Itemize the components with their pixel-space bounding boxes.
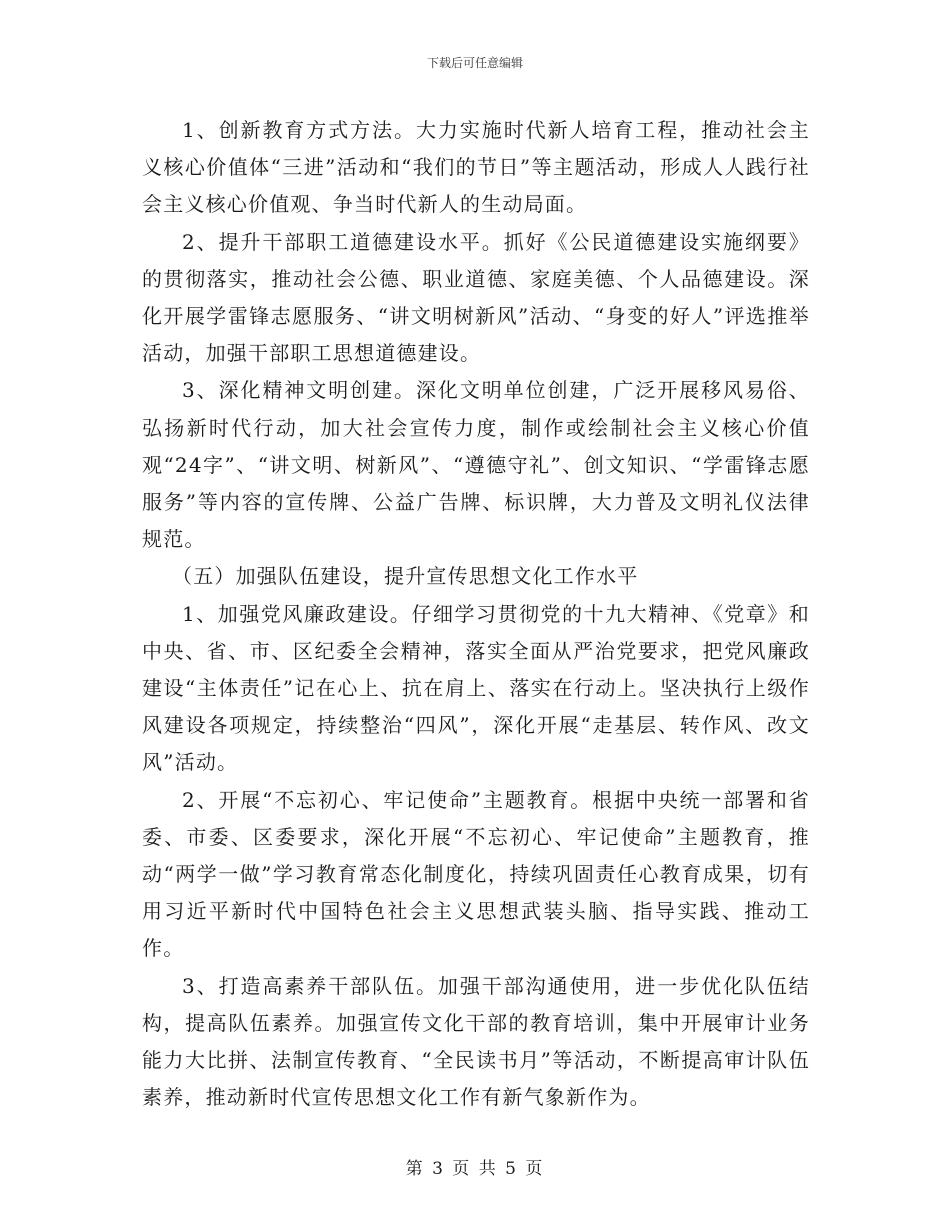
section-paragraph-2: 2、开展“不忘初心、牢记使命”主题教育。根据中央统一部署和省委、市委、区委要求，深化开展“不忘初心、牢记使命”主题教育，推动“两学一做”学习教育常态化制度化，持续巩固责任心教育成果，切有用习近平新时代中国特色社会主义思想武装头脑、指导实践、推动工作。 [142,787,810,961]
section-paragraph-3: 3、打造高素养干部队伍。加强干部沟通使用，进一步优化队伍结构，提高队伍素养。加强宣传文化干部的教育培训，集中开展审计业务能力大比拼、法制宣传教育、“全民读书月”等活动，不断提高审计队伍素养，推动新时代宣传思想文化工作有新气象新作为。 [142,973,810,1110]
section-paragraph-1: 1、加强党风廉政建设。仔细学习贯彻党的十九大精神、《党章》和中央、省、市、区纪委全会精神，落实全面从严治党要求，把党风廉政建设“主体责任”记在心上、抗在肩上、落实在行动上。坚决执行上级作风建设各项规定，持续整治“四风”，深化开展“走基层、转作风、改文风”活动。 [142,601,810,775]
page-header: 下载后可任意编辑 [426,56,523,70]
document-body [142,112,810,1116]
section-heading: （五）加强队伍建设，提升宣传思想文化工作水平 [172,564,639,589]
page-footer: 第 3 页 共 5 页 [405,1159,545,1179]
paragraph-2: 2、提升干部职工道德建设水平。抓好《公民道德建设实施纲要》的贯彻落实，推动社会公德、职业道德、家庭美德、个人品德建设。深化开展学雷锋志愿服务、“讲文明树新风”活动、“身变的好人”评选推举活动，加强干部职工思想道德建设。 [142,229,810,366]
paragraph-1: 1、创新教育方式方法。大力实施时代新人培育工程，推动社会主义核心价值体“三进”活动和“我们的节日”等主题活动，形成人人践行社会主义核心价值观、争当时代新人的生动局面。 [142,118,810,217]
paragraph-3: 3、深化精神文明创建。深化文明单位创建，广泛开展移风易俗、弘扬新时代行动，加大社会宣传力度，制作或绘制社会主义核心价值观“24字”、“讲文明、树新风”、“遵德守礼”、创文知识、“学雷锋志愿服务”等内容的宣传牌、公益广告牌、标识牌，大力普及文明礼仪法律规范。 [142,378,810,552]
